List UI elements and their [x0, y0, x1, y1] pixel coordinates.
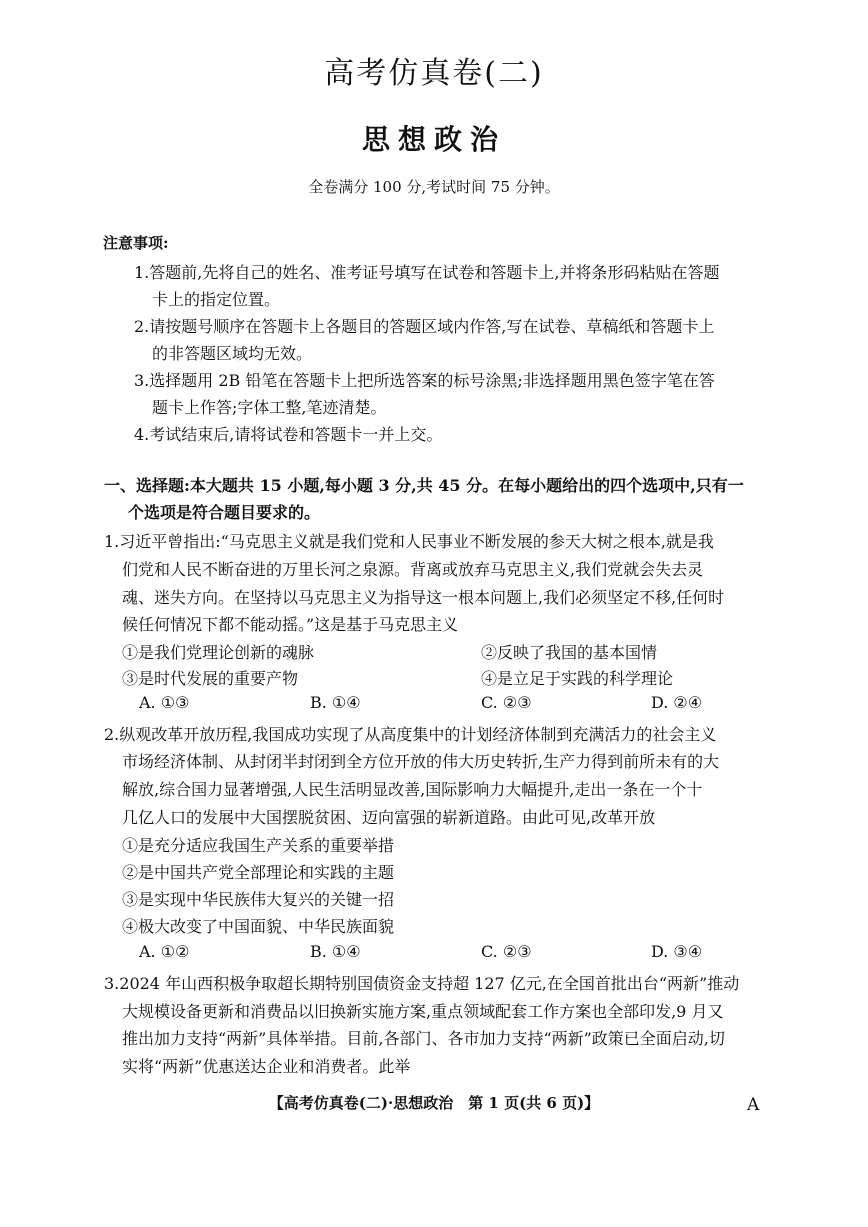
q2-stem-line: 2.纵观改革开放历程,我国成功实现了从高度集中的计划经济体制到充满活力的社会主义 — [104, 725, 717, 744]
q1-choice-a: A. ①③ — [139, 693, 190, 712]
q1-stem-line: 候任何情况下都不能动摇。”这是基于马克思主义 — [122, 615, 459, 634]
notice-line: 3.选择题用 2B 铅笔在答题卡上把所选答案的标号涂黑;非选择题用黑色签字笔在答 — [134, 371, 715, 390]
paper-type-label: A — [747, 1095, 760, 1115]
q3-stem-line: 大规模设备更新和消费品以旧换新实施方案,重点领域配套工作方案也全部印发,9 月又 — [122, 1002, 724, 1021]
notice-line: 的非答题区域均无效。 — [152, 344, 313, 363]
page-footer: 【高考仿真卷(二)·思想政治 第 1 页(共 6 页)】 — [268, 1094, 600, 1112]
notice-heading: 注意事项: — [103, 234, 169, 252]
q2-choice-b: B. ①④ — [310, 942, 361, 961]
q3-stem-line: 推出加力支持“两新”具体举措。目前,各部门、各市加力支持“两新”政策已全面启动,切 — [122, 1029, 725, 1048]
q2-stem-line: 市场经济体制、从封闭半封闭到全方位开放的伟大历史转折,生产力得到前所未有的大 — [122, 752, 720, 771]
q2-choice-c: C. ②③ — [481, 942, 532, 961]
section-heading-cont: 个选项是符合题目要求的。 — [128, 503, 321, 522]
q1-choice-c: C. ②③ — [481, 693, 532, 712]
notice-line: 题卡上作答;字体工整,笔迹清楚。 — [152, 398, 387, 417]
q1-stem-line: 1.习近平曾指出:“马克思主义就是我们党和人民事业不断发展的参天大树之根本,就是我 — [104, 532, 714, 551]
q3-stem-line: 3.2024 年山西积极争取超长期特别国债资金支持超 127 亿元,在全国首批出台“两新”推动 — [104, 974, 740, 993]
q2-item: ④极大改变了中国面貌、中华民族面貌 — [122, 917, 395, 936]
notice-line: 卡上的指定位置。 — [152, 290, 281, 309]
q2-choice-d: D. ③④ — [651, 942, 703, 961]
section-heading: 一、选择题:本大题共 15 小题,每小题 3 分,共 45 分。在每小题给出的四个选项中,只有一 — [104, 476, 744, 495]
score-info: 全卷满分 100 分,考试时间 75 分钟。 — [308, 178, 560, 196]
q2-stem-line: 解放,综合国力显著增强,人民生活明显改善,国际影响力大幅提升,走出一条在一个十 — [122, 780, 703, 799]
q2-choice-a: A. ①② — [139, 942, 190, 961]
q1-item: ④是立足于实践的科学理论 — [481, 669, 674, 688]
q1-stem-line: 们党和人民不断奋进的万里长河之泉源。背离或放弃马克思主义,我们党就会失去灵 — [122, 560, 704, 579]
q2-item: ②是中国共产党全部理论和实践的主题 — [122, 863, 395, 882]
q2-stem-line: 几亿人口的发展中大国摆脱贫困、迈向富强的崭新道路。由此可见,改革开放 — [122, 808, 656, 827]
q1-choice-d: D. ②④ — [651, 693, 703, 712]
subject-title: 思想政治 — [361, 123, 506, 156]
page-title: 高考仿真卷(二) — [324, 56, 544, 91]
q2-item: ③是实现中华民族伟大复兴的关键一招 — [122, 890, 395, 909]
q1-item: ①是我们党理论创新的魂脉 — [122, 643, 315, 662]
q1-item: ②反映了我国的基本国情 — [481, 643, 658, 662]
q3-stem-line: 实将“两新”优惠送达企业和消费者。此举 — [122, 1057, 411, 1076]
notice-line: 4.考试结束后,请将试卷和答题卡一并上交。 — [134, 425, 443, 444]
notice-line: 1.答题前,先将自己的姓名、准考证号填写在试卷和答题卡上,并将条形码粘贴在答题 — [134, 263, 720, 282]
q1-choice-b: B. ①④ — [310, 693, 361, 712]
q1-stem-line: 魂、迷失方向。在坚持以马克思主义为指导这一根本问题上,我们必须坚定不移,任何时 — [122, 588, 725, 607]
notice-line: 2.请按题号顺序在答题卡上各题目的答题区域内作答,写在试卷、草稿纸和答题卡上 — [134, 317, 715, 336]
q1-item: ③是时代发展的重要产物 — [122, 669, 299, 688]
q2-item: ①是充分适应我国生产关系的重要举措 — [122, 836, 395, 855]
